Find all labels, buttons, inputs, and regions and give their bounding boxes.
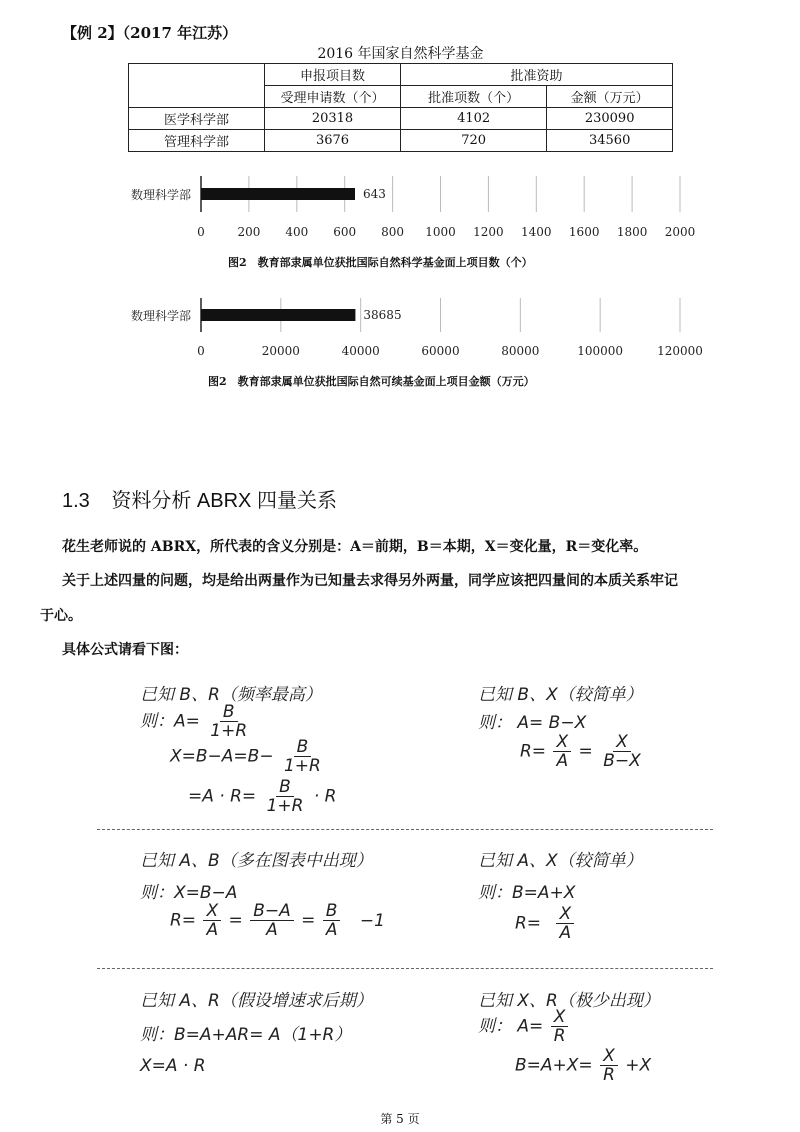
divider <box>97 968 713 969</box>
formula-line: 则：B=A+AR= A（1+R） <box>140 1025 352 1045</box>
formula-text: R= <box>520 741 547 762</box>
formula-text: 则： A= <box>478 1016 544 1037</box>
bar <box>201 188 355 200</box>
formula-line: 则：B=A+X <box>478 883 576 903</box>
table-sub-header: 受理申请数（个） <box>265 86 401 108</box>
formula-line: 则：X=B−A <box>140 883 238 903</box>
formula-heading: 已知 X、R（极少出现） <box>478 991 660 1011</box>
formula-text: X=B−A=B− <box>170 746 274 767</box>
x-tick-label: 600 <box>333 225 357 239</box>
table-group-header: 批准资助 <box>401 64 673 86</box>
x-tick-label: 1600 <box>568 225 600 239</box>
table-cell-empty <box>129 64 265 108</box>
formula-line <box>170 902 385 939</box>
table-cell: 34560 <box>547 130 673 152</box>
page-footer: 第 5 页 <box>380 1112 420 1126</box>
formula-text: =A · R= <box>188 786 257 807</box>
paragraph-formula-intro: 具体公式请看下图： <box>62 642 188 658</box>
formula-line <box>515 905 576 942</box>
fraction: $\frac{B}{1+R}$ <box>283 737 321 776</box>
formula-line <box>515 1047 651 1084</box>
formula-heading: 已知 A、R（假设增速求后期） <box>140 991 373 1011</box>
table-cell: 4102 <box>401 108 547 130</box>
table-row-label: 管理科学部 <box>129 130 265 152</box>
fraction: $\frac{B}{A}$ <box>323 902 341 939</box>
formula-heading: 已知 B、X（较简单） <box>478 685 643 705</box>
x-tick-label: 1800 <box>616 225 648 239</box>
formula-line <box>170 738 326 775</box>
x-tick-label: 0 <box>197 344 205 358</box>
x-tick-label: 0 <box>197 225 205 239</box>
fraction: $\frac{X}{B-X}$ <box>603 732 641 771</box>
formula-heading: 已知 A、B（多在图表中出现） <box>140 851 373 871</box>
table-group-header: 申报项目数 <box>265 64 401 86</box>
fund-table <box>128 63 673 152</box>
x-tick-label: 1200 <box>473 225 504 239</box>
fraction: $\frac{X}{R}$ <box>600 1047 618 1084</box>
chart-project-count <box>0 168 800 246</box>
bar-value-label: 38685 <box>363 308 402 322</box>
chart-caption-2: 图2 教育部隶属单位获批国际自然可续基金面上项目金额（万元） <box>208 375 535 388</box>
table-row <box>129 108 673 130</box>
table-row-label: 医学科学部 <box>129 108 265 130</box>
formula-line: X=A · R <box>140 1056 206 1076</box>
x-tick-label: 400 <box>285 225 309 239</box>
table-cell: 3676 <box>265 130 401 152</box>
table-title: 2016 年国家自然科学基金 <box>317 46 484 62</box>
formula-text: = <box>228 910 243 931</box>
formula-line <box>188 778 336 815</box>
formula-line <box>140 703 252 740</box>
x-tick-label: 100000 <box>577 344 624 358</box>
section-heading <box>62 484 337 513</box>
fraction: $\frac{X}{A}$ <box>553 733 571 770</box>
x-tick-label: 80000 <box>501 344 540 358</box>
formula-text: 则：A= <box>140 711 200 732</box>
formula-heading: 已知 B、R（频率最高） <box>140 685 322 705</box>
chart-project-amount <box>0 292 800 364</box>
example-header: 【例 2】（2017 年江苏） <box>62 24 238 42</box>
x-tick-label: 120000 <box>657 344 703 358</box>
fraction: $\frac{B}{1+R}$ <box>266 777 304 816</box>
fraction: $\frac{X}{A}$ <box>203 902 221 939</box>
table-sub-header: 金额（万元） <box>547 86 673 108</box>
table-cell: 230090 <box>547 108 673 130</box>
formula-text: · R <box>313 786 337 807</box>
bar-value-label: 643 <box>362 187 386 201</box>
fraction: $\frac{B-A}{A}$ <box>250 902 294 939</box>
paragraph-abrx-definition: 花生老师说的 ABRX，所代表的含义分别是：A＝前期，B＝本期，X＝变化量，R＝变化率。 <box>62 539 648 555</box>
table-cell: 720 <box>401 130 547 152</box>
formula-text: R= <box>170 910 197 931</box>
formula-line <box>478 1008 571 1045</box>
paragraph-problem-desc-cont: 于心。 <box>40 608 82 624</box>
formula-text: +X <box>625 1055 652 1076</box>
table-cell: 20318 <box>265 108 401 130</box>
paragraph-problem-desc: 关于上述四量的问题，均是给出两量作为已知量去求得另外两量，同学应该把四量间的本质关系牢记 <box>62 573 678 589</box>
formula-heading: 已知 A、X（较简单） <box>478 851 643 871</box>
fraction: $\frac{X}{R}$ <box>551 1008 569 1045</box>
formula-text: B=A+X= <box>515 1055 593 1076</box>
divider <box>97 829 713 830</box>
x-tick-label: 40000 <box>341 344 380 358</box>
x-tick-label: 60000 <box>421 344 460 358</box>
fraction: $\frac{B}{1+R}$ <box>210 702 248 741</box>
fraction: $\frac{X}{A}$ <box>556 905 574 942</box>
category-label: 数理科学部 <box>130 309 191 323</box>
table-row <box>129 64 673 86</box>
table-row <box>129 130 673 152</box>
x-tick-label: 20000 <box>261 344 300 358</box>
x-tick-label: 200 <box>237 225 261 239</box>
section-number: 1.3 <box>62 490 90 512</box>
formula-text: −1 <box>359 910 385 931</box>
formula-text: R= <box>515 913 542 934</box>
formula-line <box>520 733 646 770</box>
chart-caption-1: 图2 教育部隶属单位获批国际自然科学基金面上项目数（个） <box>228 256 533 269</box>
formula-line: 则： A= B−X <box>478 713 587 733</box>
x-tick-label: 1400 <box>521 225 552 239</box>
section-title: 资料分析 ABRX 四量关系 <box>111 490 337 512</box>
bar <box>201 309 355 321</box>
formula-text: = <box>301 910 316 931</box>
x-tick-label: 800 <box>381 225 405 239</box>
formula-text: = <box>578 741 593 762</box>
x-tick-label: 2000 <box>664 225 696 239</box>
x-tick-label: 1000 <box>425 225 456 239</box>
category-label: 数理科学部 <box>130 188 191 202</box>
table-sub-header: 批准项数（个） <box>401 86 547 108</box>
